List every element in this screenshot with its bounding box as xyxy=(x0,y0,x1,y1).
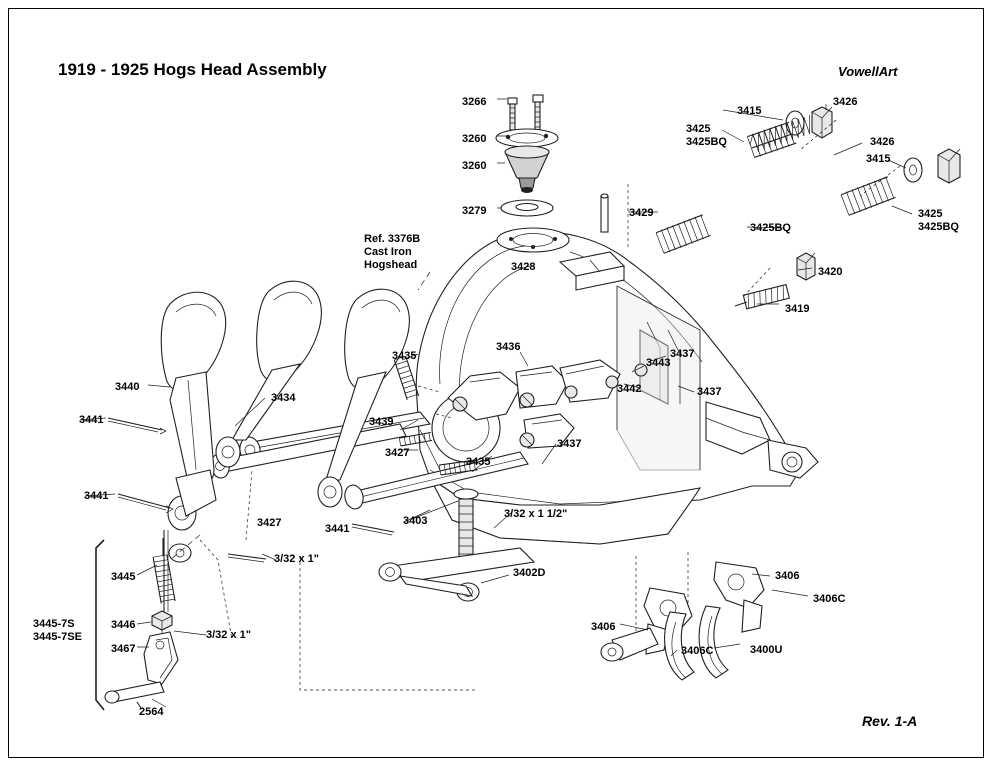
callout-3425bq-b: 3425BQ xyxy=(918,221,959,233)
part-3415-washer-a xyxy=(786,111,804,135)
callout-3415-b: 3415 xyxy=(866,153,891,165)
callout-3426-a: 3426 xyxy=(833,96,858,108)
callout-3467: 3467 xyxy=(111,643,136,655)
callout-3406c-a: 3406C xyxy=(813,593,846,605)
callout-3441-c: 3441 xyxy=(325,523,350,535)
artist-credit: VowellArt xyxy=(838,64,898,79)
callout-pin-3-32-x-1-b: 3/32 x 1" xyxy=(206,629,251,641)
part-3266-screws xyxy=(508,95,543,131)
callout-2564: 2564 xyxy=(139,706,164,718)
callout-3435-b: 3435 xyxy=(466,456,491,468)
callout-3425-a: 3425 xyxy=(686,123,711,135)
callout-3442: 3442 xyxy=(617,383,642,395)
part-3260-plate xyxy=(496,129,558,147)
callout-3441-a: 3441 xyxy=(79,414,104,426)
callout-3437-a: 3437 xyxy=(670,348,695,360)
callout-3443: 3443 xyxy=(646,357,671,369)
part-3426-nut-a xyxy=(812,107,832,138)
callout-3428: 3428 xyxy=(511,261,536,273)
revision-label: Rev. 1-A xyxy=(862,713,918,729)
callout-3427-b: 3427 xyxy=(257,517,282,529)
part-3426-nut-b xyxy=(938,149,960,183)
callout-3441-b: 3441 xyxy=(84,490,109,502)
callout-3429: 3429 xyxy=(629,207,654,219)
callout-3425bq-a: 3425BQ xyxy=(686,136,727,148)
callout-3445-7se: 3445-7SE xyxy=(33,631,82,643)
callout-3446: 3446 xyxy=(111,619,136,631)
part-3415-washer-b xyxy=(904,158,922,182)
part-3425-spring-a xyxy=(747,115,815,158)
part-3419-rod xyxy=(735,285,789,309)
clutch-fingers-group xyxy=(601,562,764,680)
callout-3436: 3436 xyxy=(496,341,521,353)
page-title: 1919 - 1925 Hogs Head Assembly xyxy=(58,60,327,79)
part-3402d-link xyxy=(379,548,534,601)
hogshead-lower-skirt xyxy=(300,478,700,690)
part-3260-cone xyxy=(505,146,549,193)
part-3429-pin xyxy=(601,194,608,232)
callout-3279: 3279 xyxy=(462,205,487,217)
part-3425-spring-b xyxy=(841,176,896,216)
callout-3427-a: 3427 xyxy=(385,447,410,459)
callout-3403: 3403 xyxy=(403,515,428,527)
callout-3415-a: 3415 xyxy=(737,105,762,117)
callout-3425bq-c: 3425BQ xyxy=(750,222,791,234)
callout-3266: 3266 xyxy=(462,96,487,108)
callout-ref-3376b-line3: Hogshead xyxy=(364,259,418,271)
callout-pin-3-32-x-1-5: 3/32 x 1 1/2" xyxy=(504,508,568,520)
callout-3435-a: 3435 xyxy=(392,350,417,362)
callout-3434: 3434 xyxy=(271,392,296,404)
part-3279-washer xyxy=(501,200,553,216)
callout-pin-3-32-x-1-a: 3/32 x 1" xyxy=(274,553,319,565)
callout-3439: 3439 xyxy=(369,416,394,428)
callout-3260-b: 3260 xyxy=(462,160,487,172)
callout-3437-b: 3437 xyxy=(697,386,722,398)
callout-3406-a: 3406 xyxy=(775,570,800,582)
callout-ref-3376b-line1: Ref. 3376B xyxy=(364,233,421,245)
part-3425bq-spring-c xyxy=(656,214,711,254)
callout-3419: 3419 xyxy=(785,303,810,315)
callout-3406c-b: 3406C xyxy=(681,645,714,657)
callout-3406-b: 3406 xyxy=(591,621,616,633)
callout-3425-b: 3425 xyxy=(918,208,943,220)
callout-3426-b: 3426 xyxy=(870,136,895,148)
part-3420-nut xyxy=(797,253,815,280)
callout-ref-3376b-line2: Cast Iron xyxy=(364,246,412,258)
callout-3445-7s: 3445-7S xyxy=(33,618,75,630)
callout-3420: 3420 xyxy=(818,266,843,278)
callout-3260-a: 3260 xyxy=(462,133,487,145)
callout-3440: 3440 xyxy=(115,381,140,393)
callout-3445: 3445 xyxy=(111,571,136,583)
callout-3400u: 3400U xyxy=(750,644,783,656)
callout-3402d: 3402D xyxy=(513,567,546,579)
callout-3437-c: 3437 xyxy=(557,438,582,450)
